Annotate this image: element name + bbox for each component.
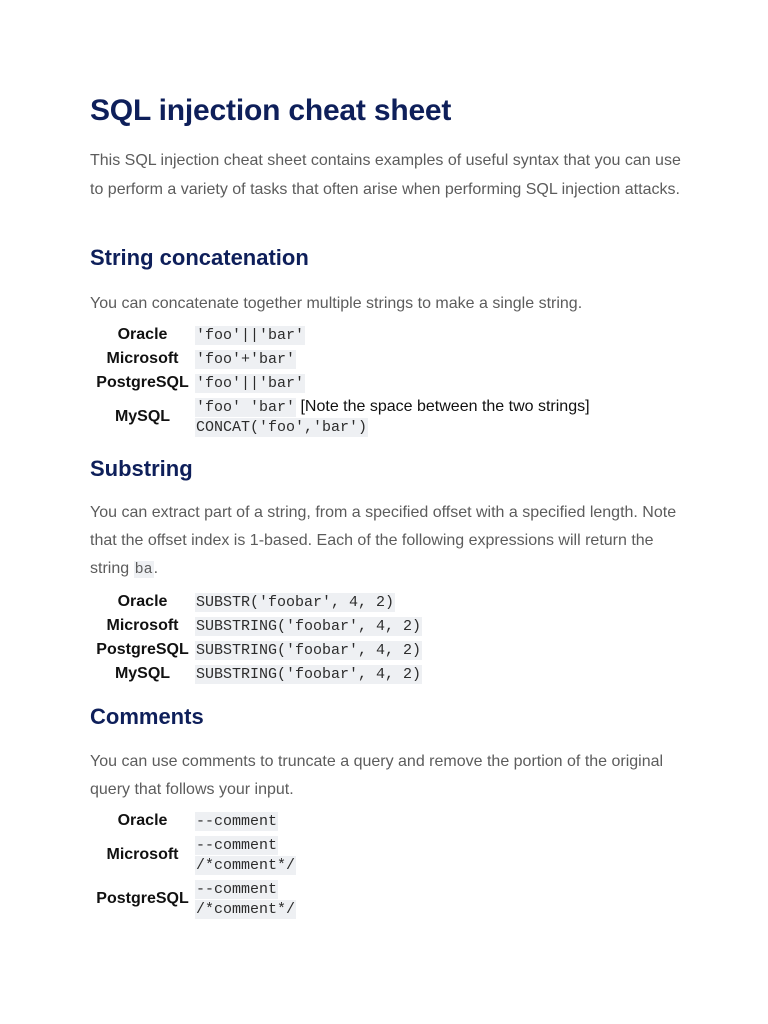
section-description (90, 499, 690, 584)
syntax-cell (195, 347, 590, 371)
syntax-note: [Note the space between the two strings] (300, 398, 590, 415)
table-row (91, 371, 590, 395)
syntax-cell (195, 614, 422, 638)
code-snippet: --comment (196, 813, 278, 830)
db-label: PostgreSQL (96, 890, 189, 907)
code-snippet: 'foo'||'bar' (196, 375, 305, 392)
table-row (91, 809, 296, 833)
table-row (91, 347, 590, 371)
table-row (91, 662, 422, 686)
code-snippet: 'foo'+'bar' (196, 351, 296, 368)
section-heading: Substring (90, 456, 193, 481)
section-heading: Comments (90, 704, 204, 729)
db-label: Oracle (117, 593, 168, 610)
table-row (91, 877, 296, 921)
syntax-cell (195, 395, 590, 439)
db-label: Microsoft (106, 617, 179, 634)
section-string-concatenation (90, 244, 590, 439)
syntax-table (91, 590, 422, 686)
code-snippet: /*comment*/ (196, 857, 296, 874)
syntax-cell (195, 638, 422, 662)
code-snippet: SUBSTRING('foobar', 4, 2) (196, 642, 422, 659)
syntax-cell (195, 590, 422, 614)
table-row (91, 833, 296, 877)
code-snippet: 'foo' 'bar' (196, 399, 296, 416)
db-label: PostgreSQL (96, 374, 189, 391)
db-label: Microsoft (106, 350, 179, 367)
db-label: Oracle (117, 812, 168, 829)
page-title: SQL injection cheat sheet (90, 94, 452, 127)
table-row (91, 614, 422, 638)
section-comments (90, 703, 690, 921)
syntax-cell (195, 371, 590, 395)
code-snippet: --comment (196, 837, 278, 854)
syntax-table (91, 809, 296, 921)
code-snippet: SUBSTRING('foobar', 4, 2) (196, 618, 422, 635)
code-snippet: CONCAT('foo','bar') (196, 419, 368, 436)
section-description: You can concatenate together multiple strings to make a single string. (90, 295, 583, 312)
code-snippet: /*comment*/ (196, 901, 296, 918)
code-snippet: SUBSTRING('foobar', 4, 2) (196, 666, 422, 683)
inline-code: ba (134, 561, 153, 578)
syntax-cell (195, 809, 296, 833)
db-label: MySQL (114, 408, 171, 425)
table-row (91, 323, 590, 347)
code-snippet: SUBSTR('foobar', 4, 2) (196, 594, 395, 611)
code-snippet: --comment (196, 881, 278, 898)
table-row (91, 590, 422, 614)
syntax-cell (195, 323, 590, 347)
intro-paragraph: This SQL injection cheat sheet contains examples of useful syntax that you can use to perform a variety of tasks that often arise when performing SQL injection attacks. (90, 152, 681, 198)
document-page (90, 92, 690, 918)
syntax-cell (195, 662, 422, 686)
description-text: You can extract part of a string, from a specified offset with a specified length. Note that the offset index is 1-based. Each of the following expressions will return the string (90, 504, 677, 577)
section-heading: String concatenation (90, 245, 309, 270)
db-label: PostgreSQL (96, 641, 189, 658)
db-label: MySQL (114, 665, 171, 682)
db-label: Oracle (117, 326, 168, 343)
description-text: . (153, 560, 159, 577)
section-substring (90, 455, 690, 686)
syntax-cell (195, 833, 296, 877)
db-label: Microsoft (106, 846, 179, 863)
code-snippet: 'foo'||'bar' (196, 327, 305, 344)
table-row (91, 395, 590, 439)
section-description: You can use comments to truncate a query and remove the portion of the original query that follows your input. (90, 753, 664, 798)
syntax-cell (195, 877, 296, 921)
syntax-table (91, 323, 590, 439)
table-row (91, 638, 422, 662)
